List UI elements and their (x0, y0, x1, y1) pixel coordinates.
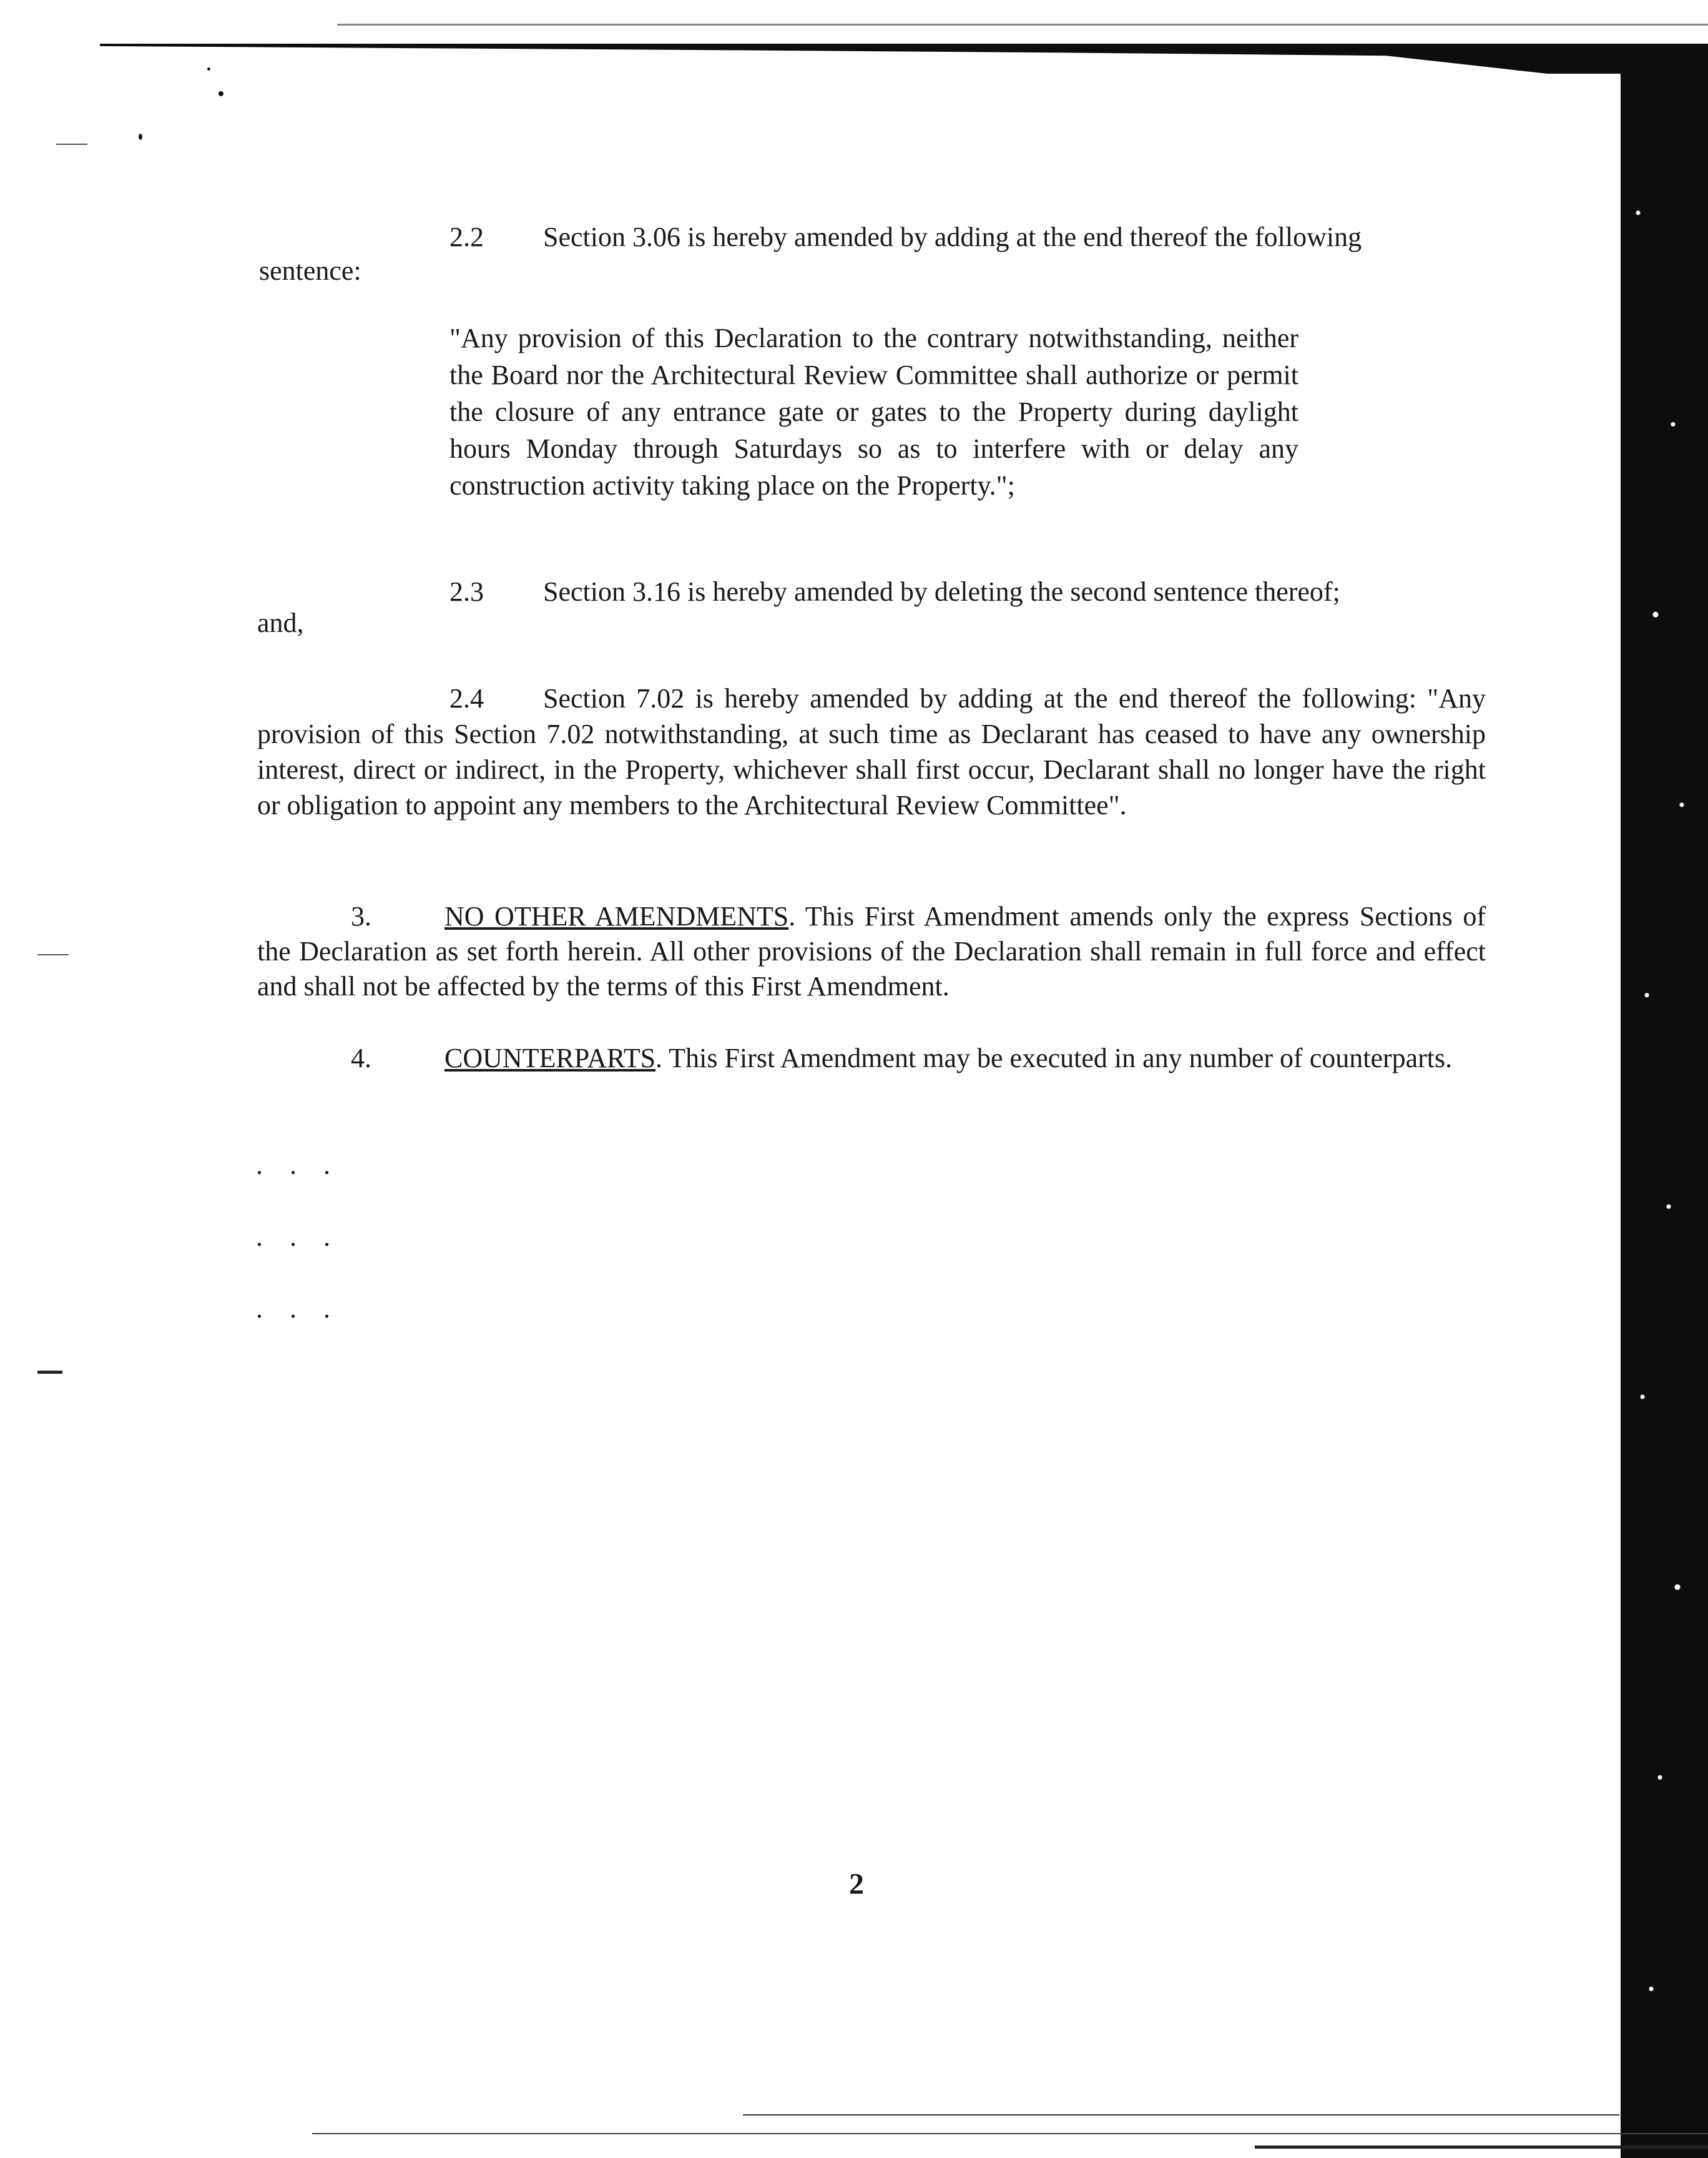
ellipsis-line: . . . (256, 1293, 340, 1324)
amendment-quote: "Any provision of this Declaration to the contrary notwithstanding, neither the Board nor the Architectural Review Committee shall authorize or permit the closure of any entrance gate or gates to the Property during daylight hours Monday through Saturdays so as to interfere with or delay any construction activity taking place on the Property."; (449, 323, 1298, 501)
page-number: 2 (849, 1868, 864, 1901)
section-3-text: . This First Amendment amends only the express Sections of the Declaration as set forth herein. All other provisions of the Declaration shall remain in full force and effect and shall not be affected by the terms of this First Amendment. (257, 901, 1486, 1002)
section-4-heading: COUNTERPARTS (444, 1043, 656, 1073)
section-number: 2.2 (449, 222, 484, 252)
section-3-heading: NO OTHER AMENDMENTS (444, 901, 789, 932)
ellipsis-line: . . . (256, 1150, 340, 1180)
section-number: 2.3 (449, 576, 484, 607)
section-2-3-lead: Section 3.16 is hereby amended by deleting the second sentence thereof; (543, 576, 1340, 607)
ellipsis-line: . . . (256, 1221, 340, 1252)
section-4 (255, 1042, 1486, 1075)
section-2-3-tail: and, (257, 608, 304, 638)
section-2-2-first-line (449, 219, 1492, 256)
section-number: 4. (351, 1043, 371, 1073)
section-2-2-lead: Section 3.06 is hereby amended by adding at the end thereof the following (543, 222, 1362, 252)
section-2-4 (257, 681, 1486, 823)
section-2-2-tail: sentence: (259, 255, 361, 286)
section-4-text: . This First Amendment may be executed in any number of counterparts. (655, 1043, 1453, 1073)
section-2-4-text: Section 7.02 is hereby amended by adding at the end thereof the following: "Any provision of this Section 7.02 notwithstanding, at such time as Declarant has ceased to have any ownership interest, direct or indirect, in the Property, whichever shall first occur, Declarant shall no longer have the right or obligation to appoint any members to the Architectural Review Committee". (257, 683, 1486, 820)
section-2-3-first-line (449, 573, 1486, 611)
section-number: 2.4 (449, 683, 484, 714)
section-3 (257, 899, 1486, 1004)
section-number: 3. (351, 901, 371, 932)
